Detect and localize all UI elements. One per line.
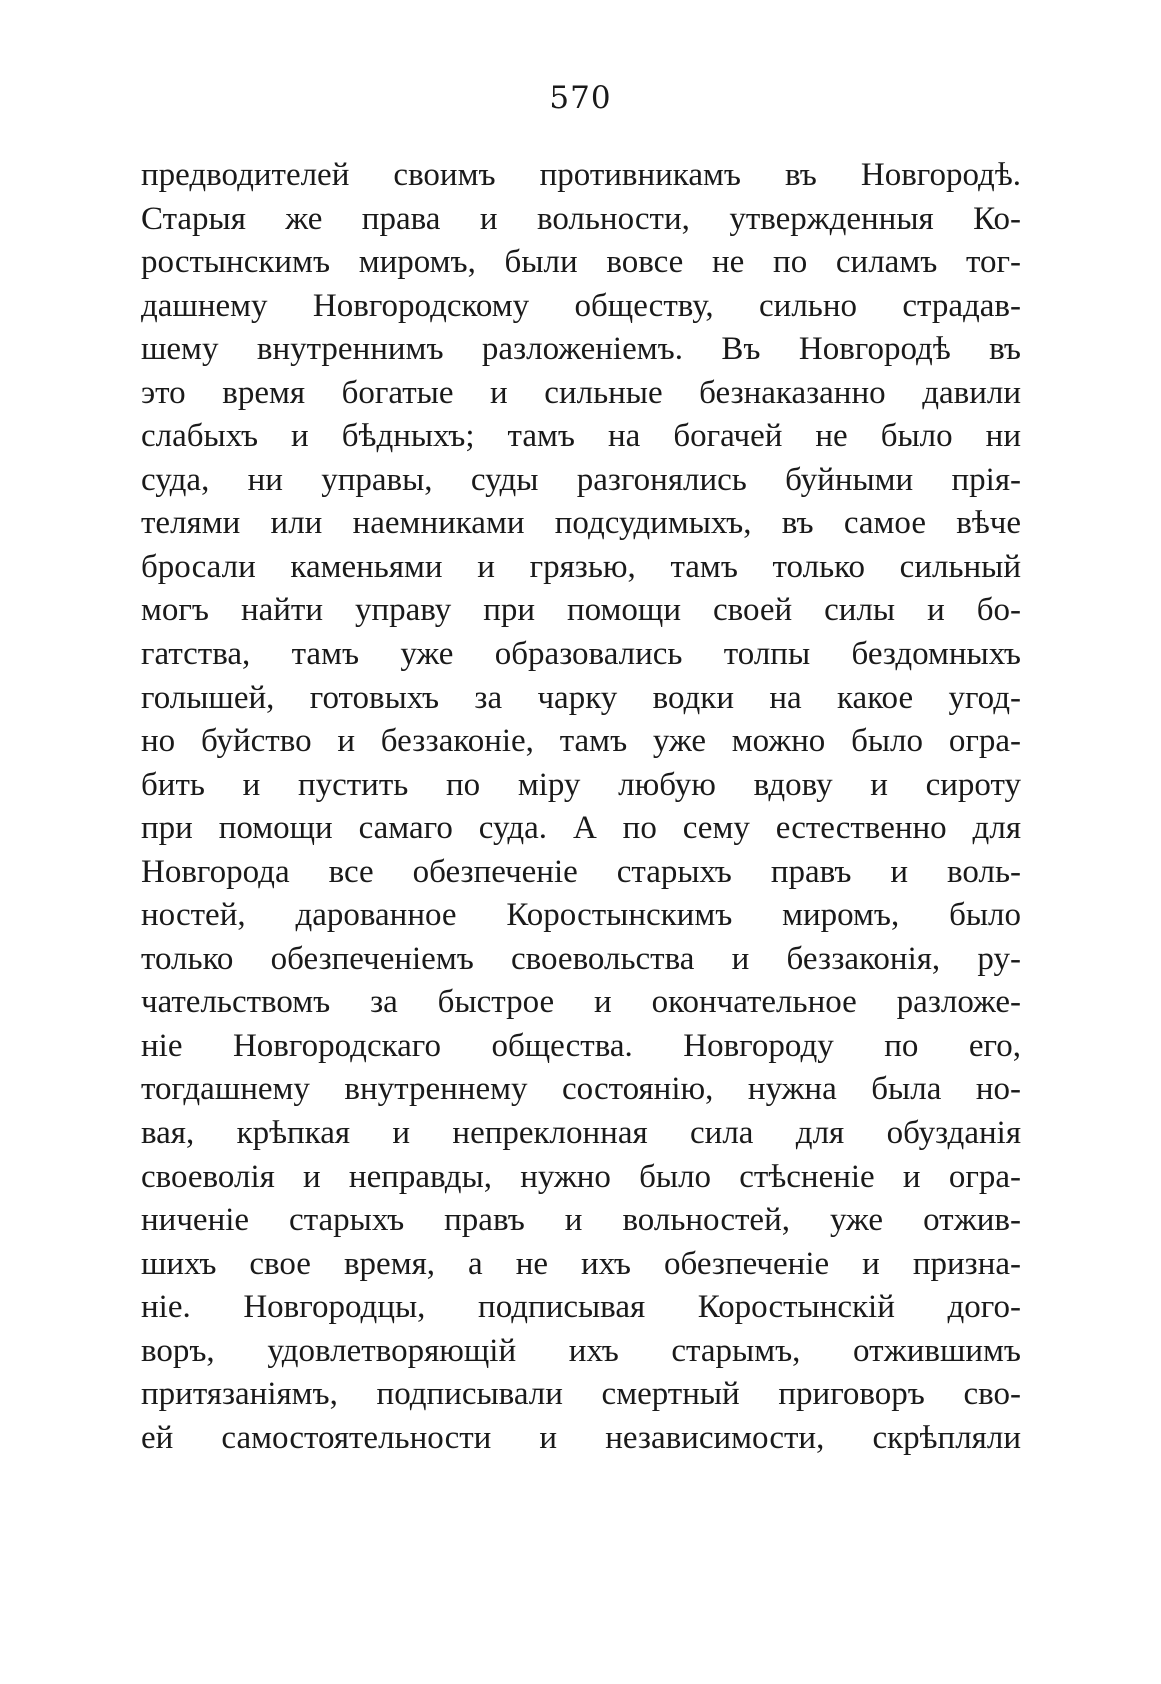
text-line: бросали каменьями и грязью, тамъ только сильный [141, 548, 1021, 585]
text-line: Новгорода все обезпеченіе старыхъ правъ и воль- [141, 853, 1021, 890]
text-line: ніе. Новгородцы, подписывая Коростынскій дого- [141, 1289, 1021, 1326]
text-line: вая, крѣпкая и непреклонная сила для обузданія [141, 1115, 1021, 1152]
text-line: чательствомъ за быстрое и окончательное разложе- [141, 984, 1021, 1021]
text-line: бить и пустить по міру любую вдову и сироту [141, 766, 1021, 803]
text-line: предводителей своимъ противникамъ въ Новгородѣ. [141, 157, 1021, 193]
text-line: ей самостоятельности и независимости, скрѣпляли [141, 1419, 1021, 1456]
text-line: дашнему Новгородскому обществу, сильно страдав- [141, 287, 1021, 324]
text-line: ностей, дарованное Коростынскимъ миромъ, было [141, 897, 1021, 934]
text-line: своеволія и неправды, нужно было стѣсненіе и огра- [141, 1158, 1021, 1195]
text-line: шихъ свое время, а не ихъ обезпеченіе и призна- [141, 1245, 1021, 1282]
text-line: голышей, готовыхъ за чарку водки на какое угод- [141, 679, 1021, 716]
text-line: могъ найти управу при помощи своей силы и бо- [141, 592, 1021, 629]
text-line: суда, ни управы, суды разгонялись буйными прія- [141, 461, 1021, 498]
text-line: гатства, тамъ уже образовались толпы бездомныхъ [141, 636, 1021, 673]
text-line: при помощи самаго суда. А по сему естественно для [141, 810, 1021, 847]
text-line: ростынскимъ миромъ, были вовсе не по силамъ тог- [141, 244, 1021, 281]
text-line: ніе Новгородскаго общества. Новгороду по его, [141, 1027, 1021, 1064]
text-line: это время богатые и сильные безнаказанно давили [141, 374, 1021, 411]
text-line: Старыя же права и вольности, утвержденныя Ко- [141, 200, 1021, 237]
page-number: 570 [549, 80, 612, 116]
text-line: ниченіе старыхъ правъ и вольностей, уже отжив- [141, 1202, 1021, 1239]
text-line: притязаніямъ, подписывали смертный приговоръ сво- [141, 1376, 1021, 1413]
text-line: тогдашнему внутреннему состоянію, нужна была но- [141, 1071, 1021, 1108]
text-line: телями или наемниками подсудимыхъ, въ самое вѣче [141, 505, 1021, 542]
text-line: шему внутреннимъ разложеніемъ. Въ Новгородѣ въ [141, 331, 1021, 368]
text-line: слабыхъ и бѣдныхъ; тамъ на богачей не было ни [141, 418, 1021, 455]
text-line: воръ, удовлетворяющій ихъ старымъ, отжившимъ [141, 1332, 1021, 1369]
body-text [141, 154, 1021, 1460]
text-line: но буйство и беззаконіе, тамъ уже можно было огра- [141, 723, 1021, 760]
text-line: только обезпеченіемъ своевольства и беззаконія, ру- [141, 940, 1021, 977]
